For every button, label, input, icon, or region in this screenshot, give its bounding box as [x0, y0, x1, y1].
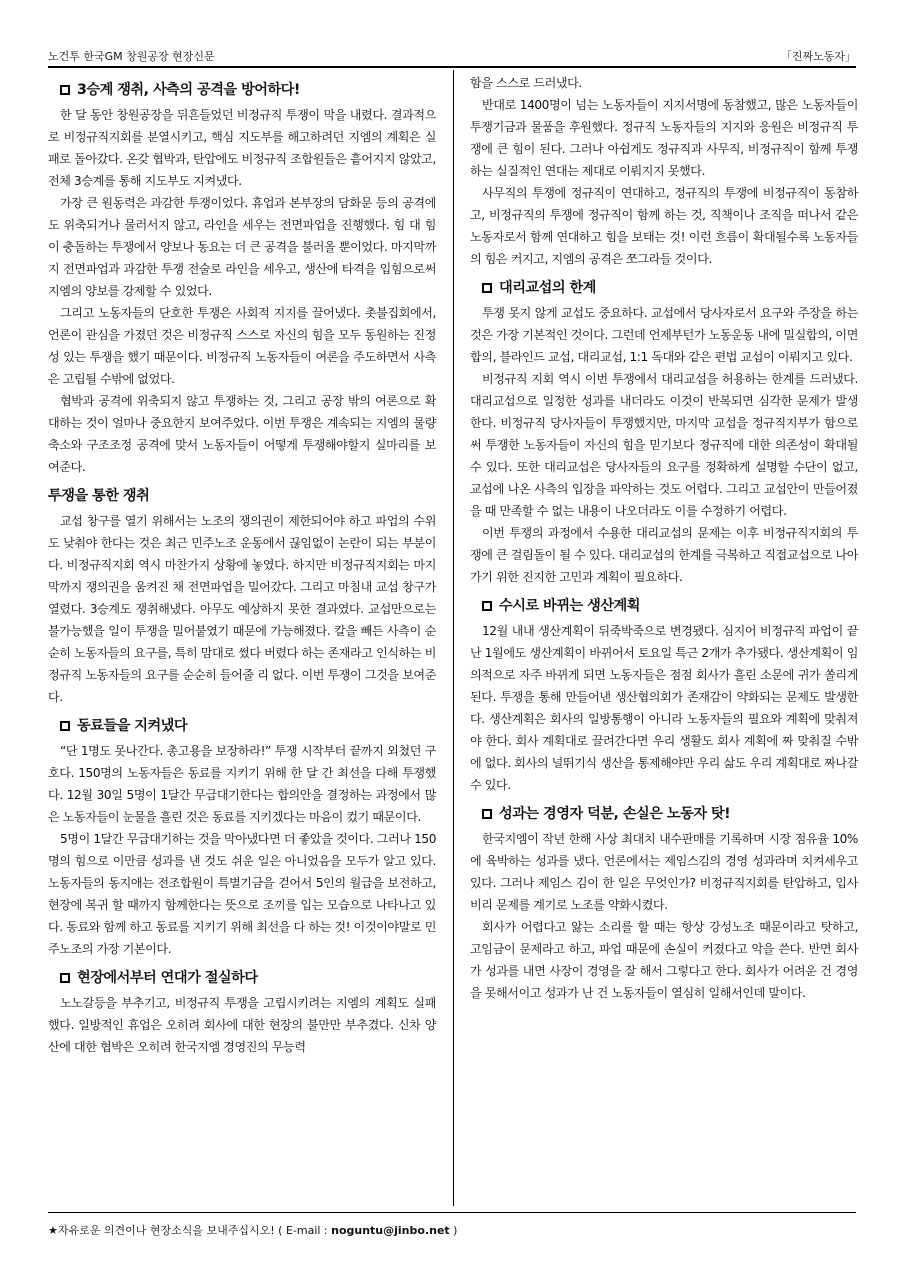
page-footer [48, 1222, 457, 1238]
section-heading: 동료들을 지켜냈다 [60, 714, 436, 738]
paragraph: 5명이 1달간 무급대기하는 것을 막아냈다면 더 좋았을 것이다. 그러나 150명의 힘으로 이만큼 성과를 낸 것도 쉬운 일은 아니었음을 모두가 알고 있다. 노동자들의 동지애는 전조합원이 특별기금을 걷어서 5인의 월급을 보전하고, 현장에 복귀 할 때까지 함께한다는 뜻으로 조끼를 입는 모습으로 나타나고 있다. 동료와 함께 하고 동료를 지키기 위해 최선을 다 하는 것! 이것이야말로 민주노조의 가장 기본이다. [48, 832, 436, 956]
square-bullet-icon [482, 601, 492, 611]
paragraph: 반대로 1400명이 넘는 노동자들이 지지서명에 동참했고, 많은 노동자들이 투쟁기금과 물품을 후원했다. 정규직 노동자들의 지지와 응원은 비정규직 투쟁에 큰 힘이 된다. 그러나 아쉽게도 정규직과 사무직, 비정규직이 함께 투쟁하는 실질적인 연대는 제대로 이뤄지지 못했다. [470, 98, 858, 178]
paragraph: 함을 스스로 드러냈다. [470, 76, 582, 90]
section-heading: 현장에서부터 연대가 절실하다 [60, 966, 436, 990]
paragraph: 그리고 노동자들의 단호한 투쟁은 사회적 지지를 끌어냈다. 촛불집회에서, 언론이 관심을 가졌던 것은 비정규직 스스로 자신의 힘을 모두 동원하는 진정성 있는 투쟁을 했기 때문이다. 비정규직 노동자들이 여론을 주도하면서 사측은 고립될 수밖에 없었다. [48, 306, 436, 386]
paragraph: 12월 내내 생산계획이 뒤죽박죽으로 변경됐다. 심지어 비정규직 파업이 끝난 1월에도 생산계획이 바뀌어서 토요일 특근 2개가 추가됐다. 생산계획이 임의적으로 자주 바뀌게 되면 노동자들은 점점 회사가 흘린 소문에 귀가 쏠리게 된다. 투쟁을 통해 만들어낸 생산협의회가 존재감이 약화되는 문제도 발생한다. 생산계획은 회사의 일방통행이 아니라 노동자들의 필요와 계획에 맞춰져야 한다. 회사 계획대로 끌려간다면 우리 생활도 회사 계획에 짜 맞춰질 수밖에 없다. 회사의 널뛰기식 생산을 통제해야만 우리 삶도 우리 계획대로 짜나갈 수 있다. [470, 624, 858, 792]
square-bullet-icon [60, 721, 70, 731]
header-newsletter-name: 「진짜노동자」 [780, 50, 856, 63]
header-rule [48, 66, 856, 68]
page-header [48, 44, 856, 64]
paragraph: 투쟁 못지 않게 교섭도 중요하다. 교섭에서 당사자로서 요구와 주장을 하는 것은 가장 기본적인 것이다. 그런데 언제부턴가 노동운동 내에 밀실합의, 이면합의, 블라인드 교섭, 대리교섭, 1:1 독대와 같은 편법 교섭이 이뤄지고 있다. [470, 306, 858, 364]
paragraph: 회사가 어렵다고 앓는 소리를 할 때는 항상 강성노조 때문이라고 탓하고, 고임금이 문제라고 하고, 파업 때문에 손실이 커졌다고 악을 쓴다. 반면 회사가 성과를 내면 사장이 경영을 잘 해서 그렇다고 한다. 회사가 어려운 건 경영을 못해서이고 성과가 난 건 노동자들이 열심히 일해서인데 말이다. [470, 920, 858, 1000]
header-publication: 노건투 한국GM 창원공장 현장신문 [48, 50, 215, 63]
footer-email-link[interactable]: noguntu@jinbo.net [331, 1224, 450, 1237]
left-column [48, 72, 436, 1058]
paragraph: “단 1명도 못나간다. 총고용을 보장하라!” 투쟁 시작부터 끝까지 외쳤던 구호다. 150명의 노동자들은 동료를 지키기 위해 한 달 간 최선을 다해 투쟁했다. 12월 30일 5명이 1달간 무급대기한다는 합의안을 결정하는 과정에서 많은 노동자들이 눈물을 흘린 것은 동료를 지키겠다는 마음이 컸기 때문이다. [48, 744, 436, 824]
footer-text-end: ) [449, 1224, 458, 1237]
paragraph: 사무직의 투쟁에 정규직이 연대하고, 정규직의 투쟁에 비정규직이 동참하고, 비정규직의 투쟁에 정규직이 함께 하는 것, 직책이나 조직을 떠나서 같은 노동자로서 함께 연대하고 힘을 보태는 것! 이런 흐름이 확대될수록 노동자들의 힘은 커지고, 지엠의 공격은 쪼그라들 것이다. [470, 186, 858, 266]
section-heading: 성과는 경영자 덕분, 손실은 노동자 탓! [482, 802, 858, 826]
square-bullet-icon [60, 973, 70, 983]
section-heading: 수시로 바뀌는 생산계획 [482, 594, 858, 618]
paragraph: 교섭 창구를 열기 위해서는 노조의 쟁의권이 제한되어야 하고 파업의 수위도 낮춰야 한다는 것은 최근 민주노조 운동에서 끊임없이 논란이 되는 부분이다. 비정규직지회 역시 마찬가지 상황에 놓였다. 하지만 비정규직지회는 마지막까지 쟁의권을 움켜진 채 전면파업을 밀어갔다. 그리고 마침내 교섭 창구가 열렸다. 3승계도 쟁취해냈다. 아무도 예상하지 못한 결과였다. 교섭만으로는 불가능했을 일이 투쟁을 밀어붙였기 때문에 가능해졌다. 칼을 빼든 사측이 순순히 노동자들의 요구를, 특히 맘대로 썼다 버렸다 하는 존재라고 인식하는 비정규직 노동자들의 요구를 순순히 들어줄 리 없다. 이번 투쟁이 그것을 보여준다. [48, 514, 436, 704]
paragraph: 한국지엠이 작년 한해 사상 최대치 내수판매를 기록하며 시장 점유율 10%에 육박하는 성과를 냈다. 언론에서는 제임스김의 경영 성과라며 치켜세우고 있다. 그러나 제임스 김이 한 일은 무엇인가? 비정규직지회를 탄압하고, 입사비리 문제를 계기로 노조를 약화시켰다. [470, 832, 858, 912]
footer-rule [48, 1212, 856, 1213]
footer-text: ★자유로운 의견이나 현장소식을 보내주십시오! ( E-mail : [48, 1224, 332, 1237]
section-heading: 대리교섭의 한계 [482, 276, 858, 300]
section-heading: 투쟁을 통한 쟁취 [48, 488, 150, 504]
paragraph: 노노갈등을 부추기고, 비정규직 투쟁을 고립시키려는 지엠의 계획도 실패했다. 일방적인 휴업은 오히려 회사에 대한 현장의 불만만 부추겼다. 신차 양산에 대한 협박은 오히려 한국지엠 경영진의 무능력 [48, 996, 436, 1054]
right-column [470, 72, 858, 1004]
square-bullet-icon [482, 809, 492, 819]
paragraph: 가장 큰 원동력은 과감한 투쟁이었다. 휴업과 본부장의 담화문 등의 공격에도 위축되거나 물러서지 않고, 라인을 세우는 전면파업을 진행했다. 힘 대 힘이 충돌하는 투쟁에서 양보나 동요는 더 큰 공격을 불러올 뿐이었다. 마지막까지 전면파업과 과감한 투쟁 전술로 라인을 세우고, 생산에 타격을 입힘으로써 지엠의 양보를 강제할 수 있었다. [48, 196, 436, 298]
paragraph: 비정규직 지회 역시 이번 투쟁에서 대리교섭을 허용하는 한계를 드러냈다. 대리교섭으로 일정한 성과를 내더라도 이것이 반복되면 심각한 문제가 발생한다. 비정규직 당사자들이 투쟁했지만, 마지막 교섭을 정규직지부가 함으로써 투쟁한 노동자들이 자신의 힘을 믿기보다 정규직에 대한 의존성이 확대될 수 있다. 또한 대리교섭은 당사자들의 요구를 정확하게 설명할 수단이 없고, 교섭에 나온 사측의 입장을 파악하는 것도 어렵다. 그리고 교섭안이 만들어졌을 때 만족할 수 없는 내용이 나오더라도 이를 수정하기 어렵다. [470, 372, 858, 518]
square-bullet-icon [60, 85, 70, 95]
square-bullet-icon [482, 283, 492, 293]
paragraph: 이번 투쟁의 과정에서 수용한 대리교섭의 문제는 이후 비정규직지회의 투쟁에 큰 걸림돌이 될 수 있다. 대리교섭의 한계를 극복하고 직접교섭으로 나아가기 위한 진지한 고민과 계획이 필요하다. [470, 526, 858, 584]
section-heading: 3승계 쟁취, 사측의 공격을 방어하다! [60, 78, 436, 102]
paragraph: 한 달 동안 창원공장을 뒤흔들었던 비정규직 투쟁이 막을 내렸다. 결과적으로 비정규직지회를 분열시키고, 핵심 지도부를 해고하려던 지엠의 계획은 실패로 돌아갔다. 온갖 협박과, 탄압에도 비정규직 조합원들은 흩어지지 않았고, 전체 3승계를 통해 지도부도 지켜냈다. [48, 108, 436, 188]
column-divider [453, 70, 454, 1206]
paragraph: 협박과 공격에 위축되지 않고 투쟁하는 것, 그리고 공장 밖의 여론으로 확대하는 것이 얼마나 중요한지 보여주었다. 이번 투쟁은 계속되는 지엠의 물량축소와 구조조정 공격에 맞서 노동자들이 어떻게 투쟁해야할지 실마리를 보여준다. [48, 394, 436, 474]
